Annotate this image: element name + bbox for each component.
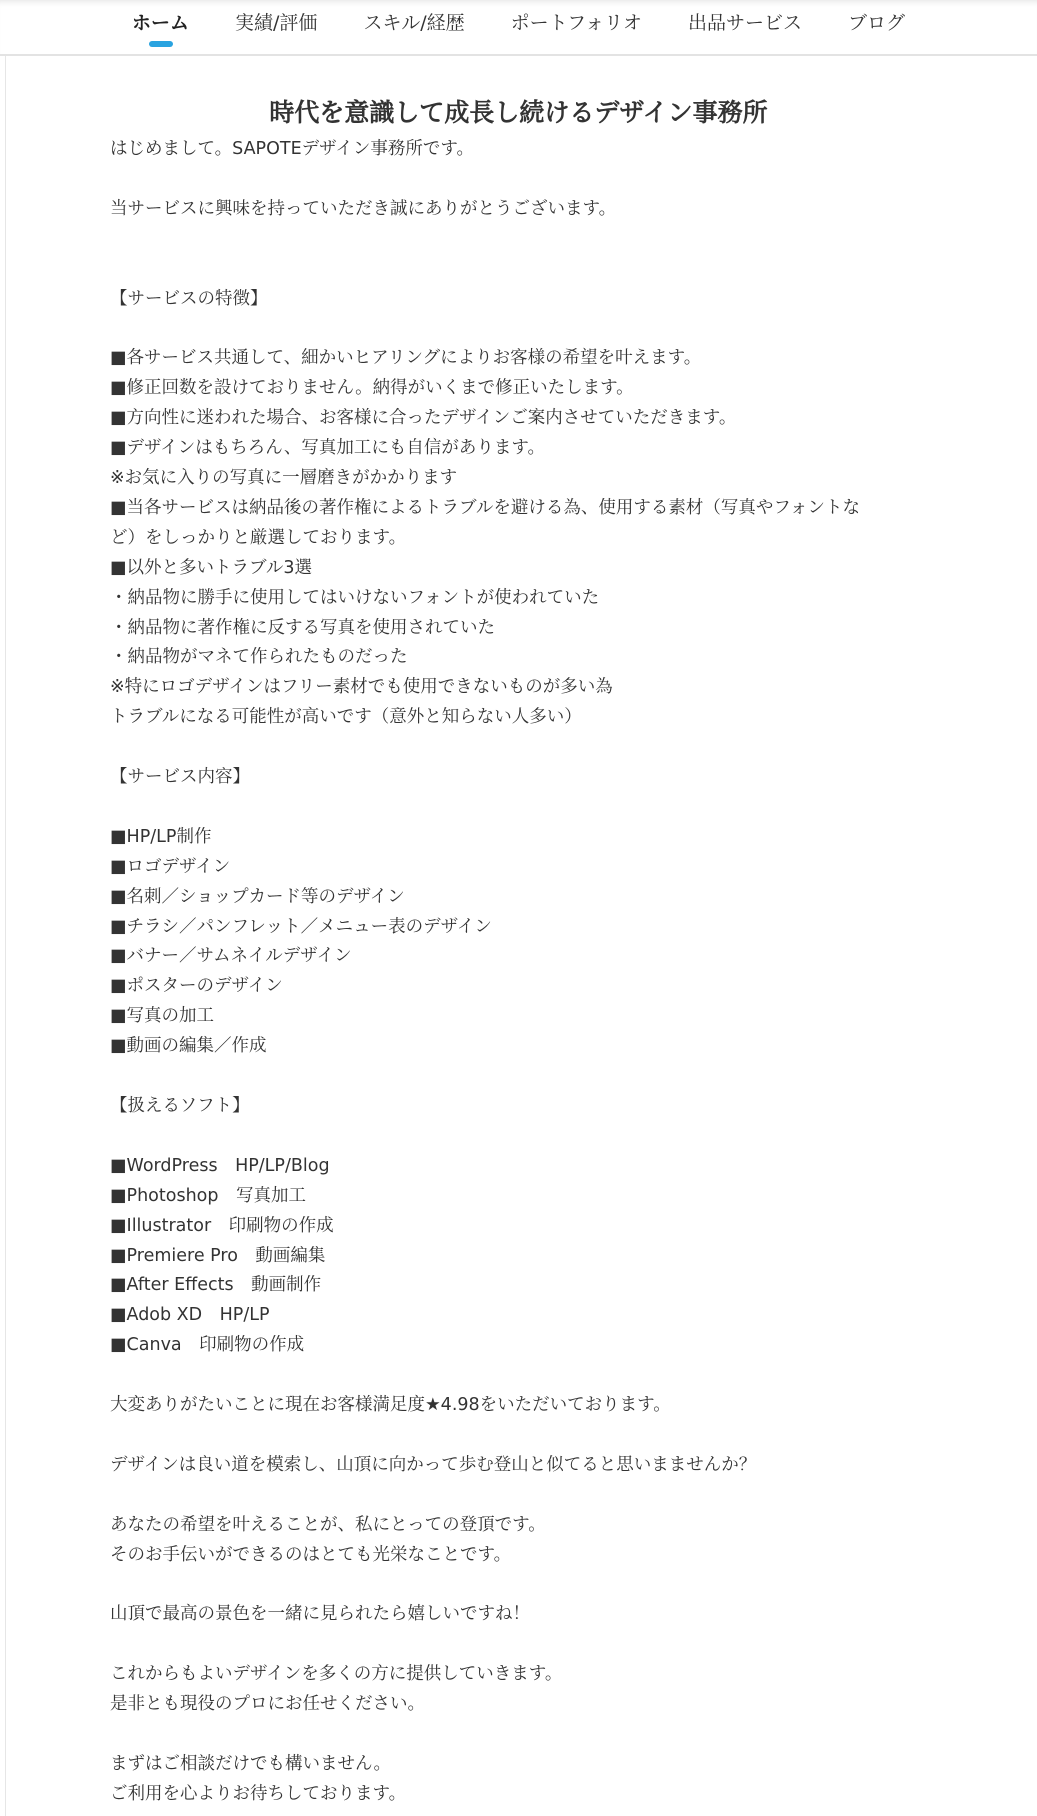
blank-line <box>110 733 930 763</box>
blank-line <box>110 1630 930 1660</box>
blank-line <box>110 1361 930 1391</box>
text-line: そのお手伝いができるのはとても光栄なことです。 <box>110 1544 512 1565</box>
blank-line <box>110 255 930 285</box>
nav-tab-4[interactable] <box>665 8 825 48</box>
text-line: ■Premiere Pro 動画編集 <box>110 1245 326 1266</box>
text-line: ■HP/LP制作 <box>110 826 212 847</box>
text-line: ・納品物がマネて作られたものだった <box>110 647 408 668</box>
nav-tab-label: ポートフォリオ <box>510 12 642 34</box>
nav-tab-label: ホーム <box>132 12 190 34</box>
text-line: 【扱えるソフト】 <box>110 1096 250 1116</box>
text-line: まずはご相談だけでも構いません。 <box>110 1753 392 1774</box>
text-line: あなたの希望を叶えることが、私にとっての登頂です。 <box>110 1514 546 1535</box>
blank-line <box>110 225 930 255</box>
text-line: ■動画の編集／作成 <box>110 1036 267 1057</box>
active-tab-indicator <box>149 41 173 47</box>
text-line: 山頂で最高の景色を一緒に見られたら嬉しいですね！ <box>110 1604 530 1625</box>
blank-line <box>110 1720 930 1750</box>
text-line: 【サービス内容】 <box>110 767 250 788</box>
profile-description <box>110 135 930 1810</box>
nav-tab-label: ブログ <box>847 12 905 34</box>
text-line: ※特にロゴデザインはフリー素材でも使用できないものが多い為 <box>110 677 613 698</box>
nav-tab-label: 出品サービス <box>687 12 802 34</box>
text-line: ど）をしっかりと厳選しております。 <box>110 527 407 548</box>
text-line: ・納品物に著作権に反する写真を使用されていた <box>110 617 495 638</box>
text-line: ■WordPress HP/LP/Blog <box>110 1155 330 1176</box>
text-line: トラブルになる可能性が高いです（意外と知らない人多い） <box>110 707 582 728</box>
text-line: ■Photoshop 写真加工 <box>110 1185 306 1206</box>
text-line: ご利用を心よりお待ちしております。 <box>110 1783 407 1804</box>
nav-tab-1[interactable] <box>212 8 340 48</box>
content-divider <box>5 56 6 1816</box>
text-line: 当サービスに興味を持っていただき誠にありがとうございます。 <box>110 198 617 219</box>
text-line: デザインは良い道を模索し、山頂に向かって歩む登山と似てると思いまませんか？ <box>110 1454 757 1475</box>
text-line: ■方向性に迷われた場合、お客様に合ったデザインご案内させていただきます。 <box>110 408 737 429</box>
text-line: ■ポスターのデザイン <box>110 976 283 997</box>
text-line: これからもよいデザインを多くの方に提供していきます。 <box>110 1664 563 1685</box>
blank-line <box>110 314 930 344</box>
blank-line <box>110 1421 930 1451</box>
nav-tab-label: スキル/経歴 <box>363 12 465 34</box>
nav-tab-5[interactable] <box>825 8 928 48</box>
text-line: ■After Effects 動画制作 <box>110 1275 322 1296</box>
blank-line <box>110 1481 930 1511</box>
text-line: 大変ありがたいことに現在お客様満足度★4.98をいただいております。 <box>110 1395 671 1416</box>
top-navigation-bar <box>0 0 1037 56</box>
nav-tab-label: 実績/評価 <box>235 12 318 34</box>
text-line: ■当各サービスは納品後の著作権によるトラブルを避ける為、使用する素材（写真やフォントな <box>110 497 860 518</box>
blank-line <box>110 793 930 823</box>
blank-line <box>110 1571 930 1601</box>
nav-tab-0[interactable] <box>109 8 212 48</box>
text-line: ■Canva 印刷物の作成 <box>110 1335 305 1356</box>
blank-line <box>110 1062 930 1092</box>
nav-tab-2[interactable] <box>340 8 487 48</box>
text-line: 是非とも現役のプロにお任せください。 <box>110 1694 425 1715</box>
text-line: ■以外と多いトラブル3選 <box>110 557 312 578</box>
blank-line <box>110 1122 930 1152</box>
nav-tab-3[interactable] <box>488 8 665 48</box>
blank-line <box>110 165 930 195</box>
main-nav <box>0 8 1037 48</box>
page-title: 時代を意識して成長し続けるデザイン事務所 <box>269 97 768 127</box>
text-line: ■写真の加工 <box>110 1006 215 1027</box>
text-line: ■Adob XD HP/LP <box>110 1305 270 1326</box>
text-line: はじめまして。SAPOTEデザイン事務所です。 <box>110 139 475 159</box>
text-line: ■ロゴデザイン <box>110 856 231 877</box>
text-line: ■デザインはもちろん、写真加工にも自信があります。 <box>110 438 545 459</box>
text-line: ■バナー／サムネイルデザイン <box>110 946 352 967</box>
text-line: ■各サービス共通して、細かいヒアリングによりお客様の希望を叶えます。 <box>110 348 702 369</box>
text-line: 【サービスの特徴】 <box>110 288 268 309</box>
text-line: ■Illustrator 印刷物の作成 <box>110 1215 334 1236</box>
text-line: ■チラシ／パンフレット／メニュー表のデザイン <box>110 916 492 937</box>
text-line: ・納品物に勝手に使用してはいけないフォントが使われていた <box>110 587 600 608</box>
text-line: ※お気に入りの写真に一層磨きがかかります <box>110 467 458 488</box>
text-line: ■修正回数を設けておりません。納得がいくまで修正いたします。 <box>110 378 634 399</box>
text-line: ■名刺／ショップカード等のデザイン <box>110 886 405 907</box>
